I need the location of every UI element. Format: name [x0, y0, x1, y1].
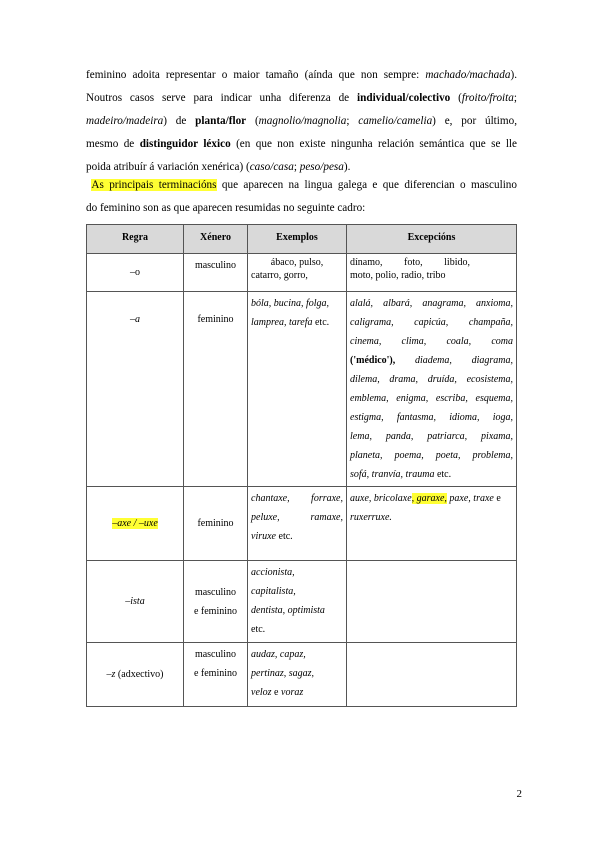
italic-example: camelio/camelia — [358, 115, 433, 127]
xenero-cell: feminino — [184, 487, 248, 561]
cell-line: e feminino — [193, 668, 238, 679]
bold-term: planta/flor — [195, 115, 247, 127]
cell-line: emblema, enigma, escriba, esquema, — [350, 393, 513, 404]
text-run: e — [271, 687, 281, 698]
cell-line: peluxe, ramaxe, — [251, 512, 343, 523]
italic-example: viruxe — [251, 531, 276, 542]
cell-line: pertinaz, sagaz, — [251, 668, 315, 679]
text-run: ) de — [163, 115, 196, 127]
exemplos-cell — [248, 561, 347, 643]
text-run: mesmo de — [86, 138, 140, 150]
xenero-cell — [184, 643, 248, 707]
cell-line: bóla, bucina, folga, — [251, 298, 330, 309]
regra-cell: –o — [87, 254, 184, 292]
italic-example: paxe, traxe — [446, 493, 494, 504]
text-run: ). — [343, 161, 351, 173]
paragraph-line — [86, 64, 517, 87]
cell-line: e feminino — [193, 605, 238, 617]
table-row — [87, 487, 517, 561]
cell-line: moto, polio, radio, tribo — [350, 270, 446, 281]
regra-text: –a — [130, 314, 140, 325]
xenero-cell: feminino — [184, 292, 248, 487]
paragraph-line: do feminino son as que aparecen resumidas no seguinte cadro: — [86, 202, 366, 214]
italic-example: diadema, diagrama, — [395, 355, 513, 366]
table-row — [87, 254, 517, 292]
text-run: ) e, por último, — [432, 115, 517, 127]
text-run: etc. — [434, 469, 452, 480]
page-number: 2 — [516, 788, 522, 800]
italic-example: peso/pesa — [299, 161, 344, 173]
text-run: ( — [450, 92, 462, 104]
text-run: e — [493, 493, 501, 504]
text-run: etc. — [276, 531, 293, 542]
xenero-cell: masculino — [184, 254, 248, 292]
paragraph-line — [86, 110, 517, 133]
cell-line: alalá, albará, anagrama, anxioma, — [350, 298, 513, 309]
cell-line: catarro, gorro, — [251, 270, 308, 281]
excepcions-cell — [347, 254, 517, 292]
regra-cell — [87, 292, 184, 487]
excepcions-cell — [347, 487, 517, 561]
header-exemplos: Exemplos — [248, 225, 347, 254]
italic-example: lamprea, tarefa — [251, 317, 313, 328]
cell-line: cinema, clima, coala, coma — [350, 336, 513, 347]
excepcions-cell — [347, 292, 517, 487]
paragraph-line — [86, 174, 517, 197]
regra-note: (adxectivo) — [115, 669, 164, 680]
italic-example: madeiro/madeira — [86, 115, 164, 127]
italic-example: caso/casa — [249, 161, 294, 173]
regra-cell — [87, 643, 184, 707]
paragraph-intro — [86, 64, 517, 179]
header-xenero: Xénero — [184, 225, 248, 254]
exemplos-cell — [248, 643, 347, 707]
regra-cell — [87, 561, 184, 643]
text-run: Noutros casos serve para indicar unha diferenza de — [86, 92, 358, 104]
text-run: que aparecen na lingua galega e que diferencian o masculino — [216, 179, 517, 191]
exemplos-cell — [248, 254, 347, 292]
cell-line: dínamo, foto, libido, — [350, 257, 470, 268]
text-run: ( — [246, 115, 259, 127]
italic-example: magnolio/magnolia — [258, 115, 347, 127]
cell-line: chantaxe, forraxe, — [251, 493, 343, 504]
italic-example: sofá, tranvía, trauma — [350, 469, 435, 480]
cell-line: accionista, — [251, 567, 295, 578]
text-run: ; — [293, 161, 300, 173]
text-run: poida atribuír á variación xenérica) ( — [86, 161, 250, 173]
excepcions-cell-empty — [347, 561, 517, 643]
text-run: ; — [346, 115, 359, 127]
excepcions-cell-empty — [347, 643, 517, 707]
italic-example: froito/froita — [461, 92, 514, 104]
cell-line: masculino — [194, 649, 237, 660]
regra-cell — [87, 487, 184, 561]
header-excepcions: Excepcións — [347, 225, 517, 254]
text-run: feminino adoita representar o maior tamaño (aínda que non sempre: — [86, 69, 426, 81]
text-run: ). — [510, 69, 517, 81]
cell-line: planeta, poema, poeta, problema, — [350, 450, 513, 461]
cell-line: etc. — [251, 624, 266, 635]
cell-line: ábaco, pulso, — [270, 257, 324, 268]
xenero-cell — [184, 561, 248, 643]
highlighted-example: , garaxe, — [411, 493, 447, 504]
cell-line: estigma, fantasma, idioma, ioga, — [350, 412, 513, 423]
table-row — [87, 292, 517, 487]
text-run: (en que non existe ningunha relación semántica que se lle — [230, 138, 518, 150]
bold-gloss: ('médico'), — [350, 355, 396, 366]
table-header-row — [87, 225, 517, 254]
bold-term: individual/colectivo — [357, 92, 451, 104]
terminations-table — [86, 224, 517, 707]
cell-line: dentista, optimista — [251, 605, 325, 616]
cell-line: masculino — [194, 586, 237, 598]
exemplos-cell — [248, 487, 347, 561]
italic-example: voraz — [281, 687, 304, 698]
paragraph-line — [86, 87, 517, 110]
paragraph-terminations — [86, 174, 517, 220]
cell-line: caligrama, capicúa, champaña, — [350, 317, 513, 328]
bold-term: distinguidor léxico — [139, 138, 231, 150]
text-run: etc. — [312, 317, 330, 328]
regra-text: –z — [106, 669, 116, 680]
cell-line: dilema, drama, druída, ecosistema, — [350, 374, 513, 385]
text-run: ; — [513, 92, 517, 104]
cell-line: audaz, capaz, — [251, 649, 306, 660]
highlighted-text: As principais terminacións — [91, 179, 217, 191]
exemplos-cell — [248, 292, 347, 487]
header-regra: Regra — [87, 225, 184, 254]
cell-line: lema, panda, patriarca, pixama, — [350, 431, 513, 442]
italic-example: machado/machada — [425, 69, 511, 81]
cell-line: capitalista, — [251, 586, 296, 597]
highlighted-regra: –axe / –uxe — [112, 518, 158, 529]
italic-example: auxe, bricolaxe — [350, 493, 412, 504]
paragraph-line — [86, 133, 517, 156]
regra-text: –ista — [125, 596, 145, 607]
italic-example: veloz — [251, 687, 272, 698]
table-row — [87, 643, 517, 707]
table-row — [87, 561, 517, 643]
cell-line: ruxerruxe. — [350, 512, 392, 523]
